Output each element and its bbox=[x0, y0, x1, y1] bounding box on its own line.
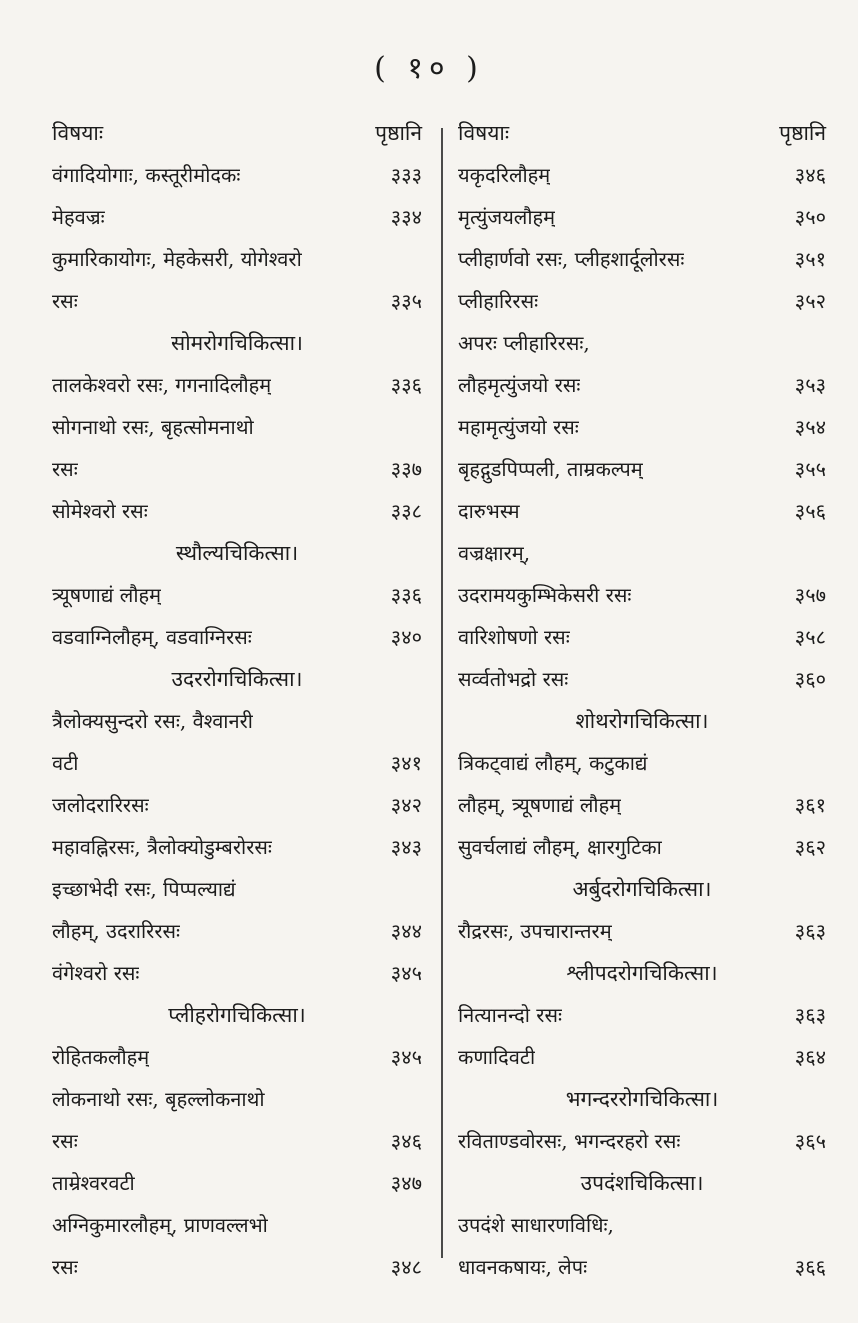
entry-page-number: ३४३ bbox=[390, 835, 422, 859]
toc-entry bbox=[52, 784, 422, 826]
section-heading: सोमरोगचिकित्सा। bbox=[171, 331, 303, 355]
entry-title: वटी bbox=[52, 751, 79, 775]
toc-left-column bbox=[52, 112, 422, 1288]
entry-title: वारिशोषणो रसः bbox=[458, 625, 570, 649]
entry-title: सोमेश्वरो रसः bbox=[52, 499, 148, 523]
entry-page-number: ३३६ bbox=[390, 583, 422, 607]
entry-title: त्रैलोक्यसुन्दरो रसः, वैश्वानरी bbox=[52, 709, 253, 733]
toc-entry bbox=[458, 826, 826, 868]
toc-entry bbox=[52, 1120, 422, 1162]
toc-entry bbox=[52, 1162, 422, 1204]
entry-title: ताम्रेश्वरवटी bbox=[52, 1171, 135, 1195]
entry-title: उदरामयकुम्भिकेसरी रसः bbox=[458, 583, 632, 607]
entry-page-number: ३५१ bbox=[794, 247, 826, 271]
toc-entry bbox=[52, 700, 422, 742]
entry-page-number: ३६३ bbox=[794, 919, 826, 943]
toc-entry bbox=[52, 1246, 422, 1288]
entry-title: रसः bbox=[52, 289, 78, 313]
section-heading: श्लीपदरोगचिकित्सा। bbox=[566, 961, 718, 985]
entry-page-number: ३५५ bbox=[794, 457, 826, 481]
section-heading: अर्बुदरोगचिकित्सा। bbox=[572, 877, 712, 901]
entry-page-number: ३४२ bbox=[390, 793, 422, 817]
entry-title: सुवर्चलाद्यं लौहम्, क्षारगुटिका bbox=[458, 835, 662, 859]
toc-entry bbox=[458, 1120, 826, 1162]
entry-title: वडवाग्निलौहम्, वडवाग्निरसः bbox=[52, 625, 252, 649]
entry-title: लोकनाथो रसः, बृहल्लोकनाथो bbox=[52, 1087, 265, 1111]
entry-page-number: ३४८ bbox=[390, 1255, 422, 1279]
entry-title: लौहम्, उदरारिरसः bbox=[52, 919, 181, 943]
page-heading: पृष्ठानि bbox=[375, 121, 422, 145]
toc-entry bbox=[458, 154, 826, 196]
toc-rows bbox=[458, 154, 826, 1288]
entry-page-number: ३४५ bbox=[390, 961, 422, 985]
entry-title: वज्रक्षारम्, bbox=[458, 541, 531, 565]
toc-entry bbox=[52, 238, 422, 280]
entry-page-number: ३६५ bbox=[794, 1129, 826, 1153]
entry-title: रसः bbox=[52, 457, 78, 481]
toc-entry bbox=[458, 910, 826, 952]
entry-title: वंगेश्वरो रसः bbox=[52, 961, 140, 985]
entry-title: अग्निकुमारलौहम्, प्राणवल्लभो bbox=[52, 1213, 268, 1237]
entry-title: जलोदरारिरसः bbox=[52, 793, 149, 817]
entry-title: दारुभस्म bbox=[458, 499, 520, 523]
column-divider bbox=[441, 128, 443, 1258]
toc-entry bbox=[458, 490, 826, 532]
toc-entry bbox=[52, 616, 422, 658]
toc-entry bbox=[458, 280, 826, 322]
page-heading: पृष्ठानि bbox=[779, 121, 826, 145]
entry-page-number: ३४१ bbox=[390, 751, 422, 775]
toc-entry bbox=[458, 448, 826, 490]
entry-title: रोहितकलौहम् bbox=[52, 1045, 150, 1069]
entry-title: प्लीहार्णवो रसः, प्लीहशार्दूलोरसः bbox=[458, 247, 685, 271]
toc-entry bbox=[52, 574, 422, 616]
entry-title: लौहम्, त्र्यूषणाद्यं लौहम् bbox=[458, 793, 622, 817]
toc-entry bbox=[52, 448, 422, 490]
entry-page-number: ३३३ bbox=[390, 163, 422, 187]
column-header bbox=[52, 112, 422, 154]
entry-page-number: ३५० bbox=[794, 205, 826, 229]
entry-title: रसः bbox=[52, 1255, 78, 1279]
toc-entry bbox=[52, 154, 422, 196]
toc-entry bbox=[458, 994, 826, 1036]
toc-entry bbox=[458, 1246, 826, 1288]
toc-entry bbox=[52, 1204, 422, 1246]
entry-page-number: ३३८ bbox=[390, 499, 422, 523]
entry-page-number: ३५७ bbox=[794, 583, 826, 607]
entry-title: कणादिवटी bbox=[458, 1045, 536, 1069]
toc-rows bbox=[52, 154, 422, 1288]
entry-title: इच्छाभेदी रसः, पिप्पल्याद्यं bbox=[52, 877, 236, 901]
entry-page-number: ३६४ bbox=[794, 1045, 826, 1069]
entry-title: मेहवज्रः bbox=[52, 205, 105, 229]
entry-title: प्लीहारिरसः bbox=[458, 289, 539, 313]
entry-title: सोगनाथो रसः, बृहत्सोमनाथो bbox=[52, 415, 254, 439]
toc-entry bbox=[458, 784, 826, 826]
entry-title: त्र्यूषणाद्यं लौहम् bbox=[52, 583, 162, 607]
entry-page-number: ३५३ bbox=[794, 373, 826, 397]
entry-page-number: ३६६ bbox=[794, 1255, 826, 1279]
toc-entry bbox=[458, 532, 826, 574]
toc-entry bbox=[52, 868, 422, 910]
entry-page-number: ३४६ bbox=[794, 163, 826, 187]
entry-title: धावनकषायः, लेपः bbox=[458, 1255, 588, 1279]
entry-title: मृत्युंजयलौहम् bbox=[458, 205, 556, 229]
entry-title: रविताण्डवोरसः, भगन्दरहरो रसः bbox=[458, 1129, 681, 1153]
toc-entry bbox=[458, 364, 826, 406]
toc-entry bbox=[52, 280, 422, 322]
entry-page-number: ३६२ bbox=[794, 835, 826, 859]
entry-page-number: ३५२ bbox=[794, 289, 826, 313]
toc-entry bbox=[52, 406, 422, 448]
toc-entry bbox=[458, 616, 826, 658]
entry-title: वंगादियोगाः, कस्तूरीमोदकः bbox=[52, 163, 241, 187]
entry-page-number: ३३७ bbox=[390, 457, 422, 481]
toc-right-column bbox=[458, 112, 826, 1288]
entry-page-number: ३४५ bbox=[390, 1045, 422, 1069]
toc-entry bbox=[52, 826, 422, 868]
entry-page-number: ३४४ bbox=[390, 919, 422, 943]
section-heading: उपदंशचिकित्सा। bbox=[580, 1171, 704, 1195]
toc-entry bbox=[52, 1078, 422, 1120]
entry-title: अपरः प्लीहारिरसः, bbox=[458, 331, 590, 355]
toc-entry bbox=[52, 742, 422, 784]
column-header bbox=[458, 112, 826, 154]
entry-page-number: ३६१ bbox=[794, 793, 826, 817]
toc-entry bbox=[52, 952, 422, 994]
entry-page-number: ३६३ bbox=[794, 1003, 826, 1027]
entry-title: यकृदरिलौहम् bbox=[458, 163, 551, 187]
toc-entry bbox=[52, 196, 422, 238]
section-heading: शोथरोगचिकित्सा। bbox=[575, 709, 709, 733]
toc-entry bbox=[458, 742, 826, 784]
entry-title: सर्व्वतोभद्रो रसः bbox=[458, 667, 569, 691]
page-number: ( १० ) bbox=[374, 51, 484, 86]
entry-title: उपदंशे साधारणविधिः, bbox=[458, 1213, 614, 1237]
entry-title: कुमारिकायोगः, मेहकेसरी, योगेश्वरो bbox=[52, 247, 302, 271]
toc-entry bbox=[52, 1036, 422, 1078]
section-heading: भगन्दररोगचिकित्सा। bbox=[565, 1087, 719, 1111]
toc-entry bbox=[458, 238, 826, 280]
entry-page-number: ३६० bbox=[794, 667, 826, 691]
toc-entry bbox=[458, 196, 826, 238]
entry-title: रौद्ररसः, उपचारान्तरम् bbox=[458, 919, 612, 943]
entry-title: रसः bbox=[52, 1129, 78, 1153]
entry-page-number: ३५६ bbox=[794, 499, 826, 523]
section-heading: प्लीहरोगचिकित्सा। bbox=[168, 1003, 306, 1027]
entry-title: महावह्निरसः, त्रैलोक्योडुम्बरोरसः bbox=[52, 835, 272, 859]
section-heading: स्थौल्यचिकित्सा। bbox=[175, 541, 299, 565]
toc-entry bbox=[52, 910, 422, 952]
toc-entry bbox=[458, 1036, 826, 1078]
toc-entry bbox=[458, 658, 826, 700]
entry-page-number: ३४७ bbox=[390, 1171, 422, 1195]
entry-page-number: ३३४ bbox=[390, 205, 422, 229]
entry-page-number: ३४६ bbox=[390, 1129, 422, 1153]
toc-entry bbox=[458, 1204, 826, 1246]
toc-entry bbox=[458, 406, 826, 448]
entry-title: महामृत्युंजयो रसः bbox=[458, 415, 579, 439]
toc-entry bbox=[458, 574, 826, 616]
toc-entry bbox=[52, 490, 422, 532]
entry-page-number: ३४० bbox=[390, 625, 422, 649]
entry-title: त्रिकट्वाद्यं लौहम्, कटुकाद्यं bbox=[458, 751, 648, 775]
entry-page-number: ३३५ bbox=[390, 289, 422, 313]
entry-title: नित्यानन्दो रसः bbox=[458, 1003, 563, 1027]
entry-title: लौहमृत्युंजयो रसः bbox=[458, 373, 581, 397]
entry-title: बृहद्गुडपिप्पली, ताम्रकल्पम् bbox=[458, 457, 643, 481]
entry-page-number: ३५४ bbox=[794, 415, 826, 439]
toc-entry bbox=[458, 322, 826, 364]
entry-page-number: ३५८ bbox=[794, 625, 826, 649]
section-heading: उदररोगचिकित्सा। bbox=[171, 667, 303, 691]
toc-entry bbox=[52, 364, 422, 406]
entry-page-number: ३३६ bbox=[390, 373, 422, 397]
entry-title: तालकेश्वरो रसः, गगनादिलौहम् bbox=[52, 373, 272, 397]
subject-heading: विषयाः bbox=[458, 121, 510, 145]
subject-heading: विषयाः bbox=[52, 121, 104, 145]
